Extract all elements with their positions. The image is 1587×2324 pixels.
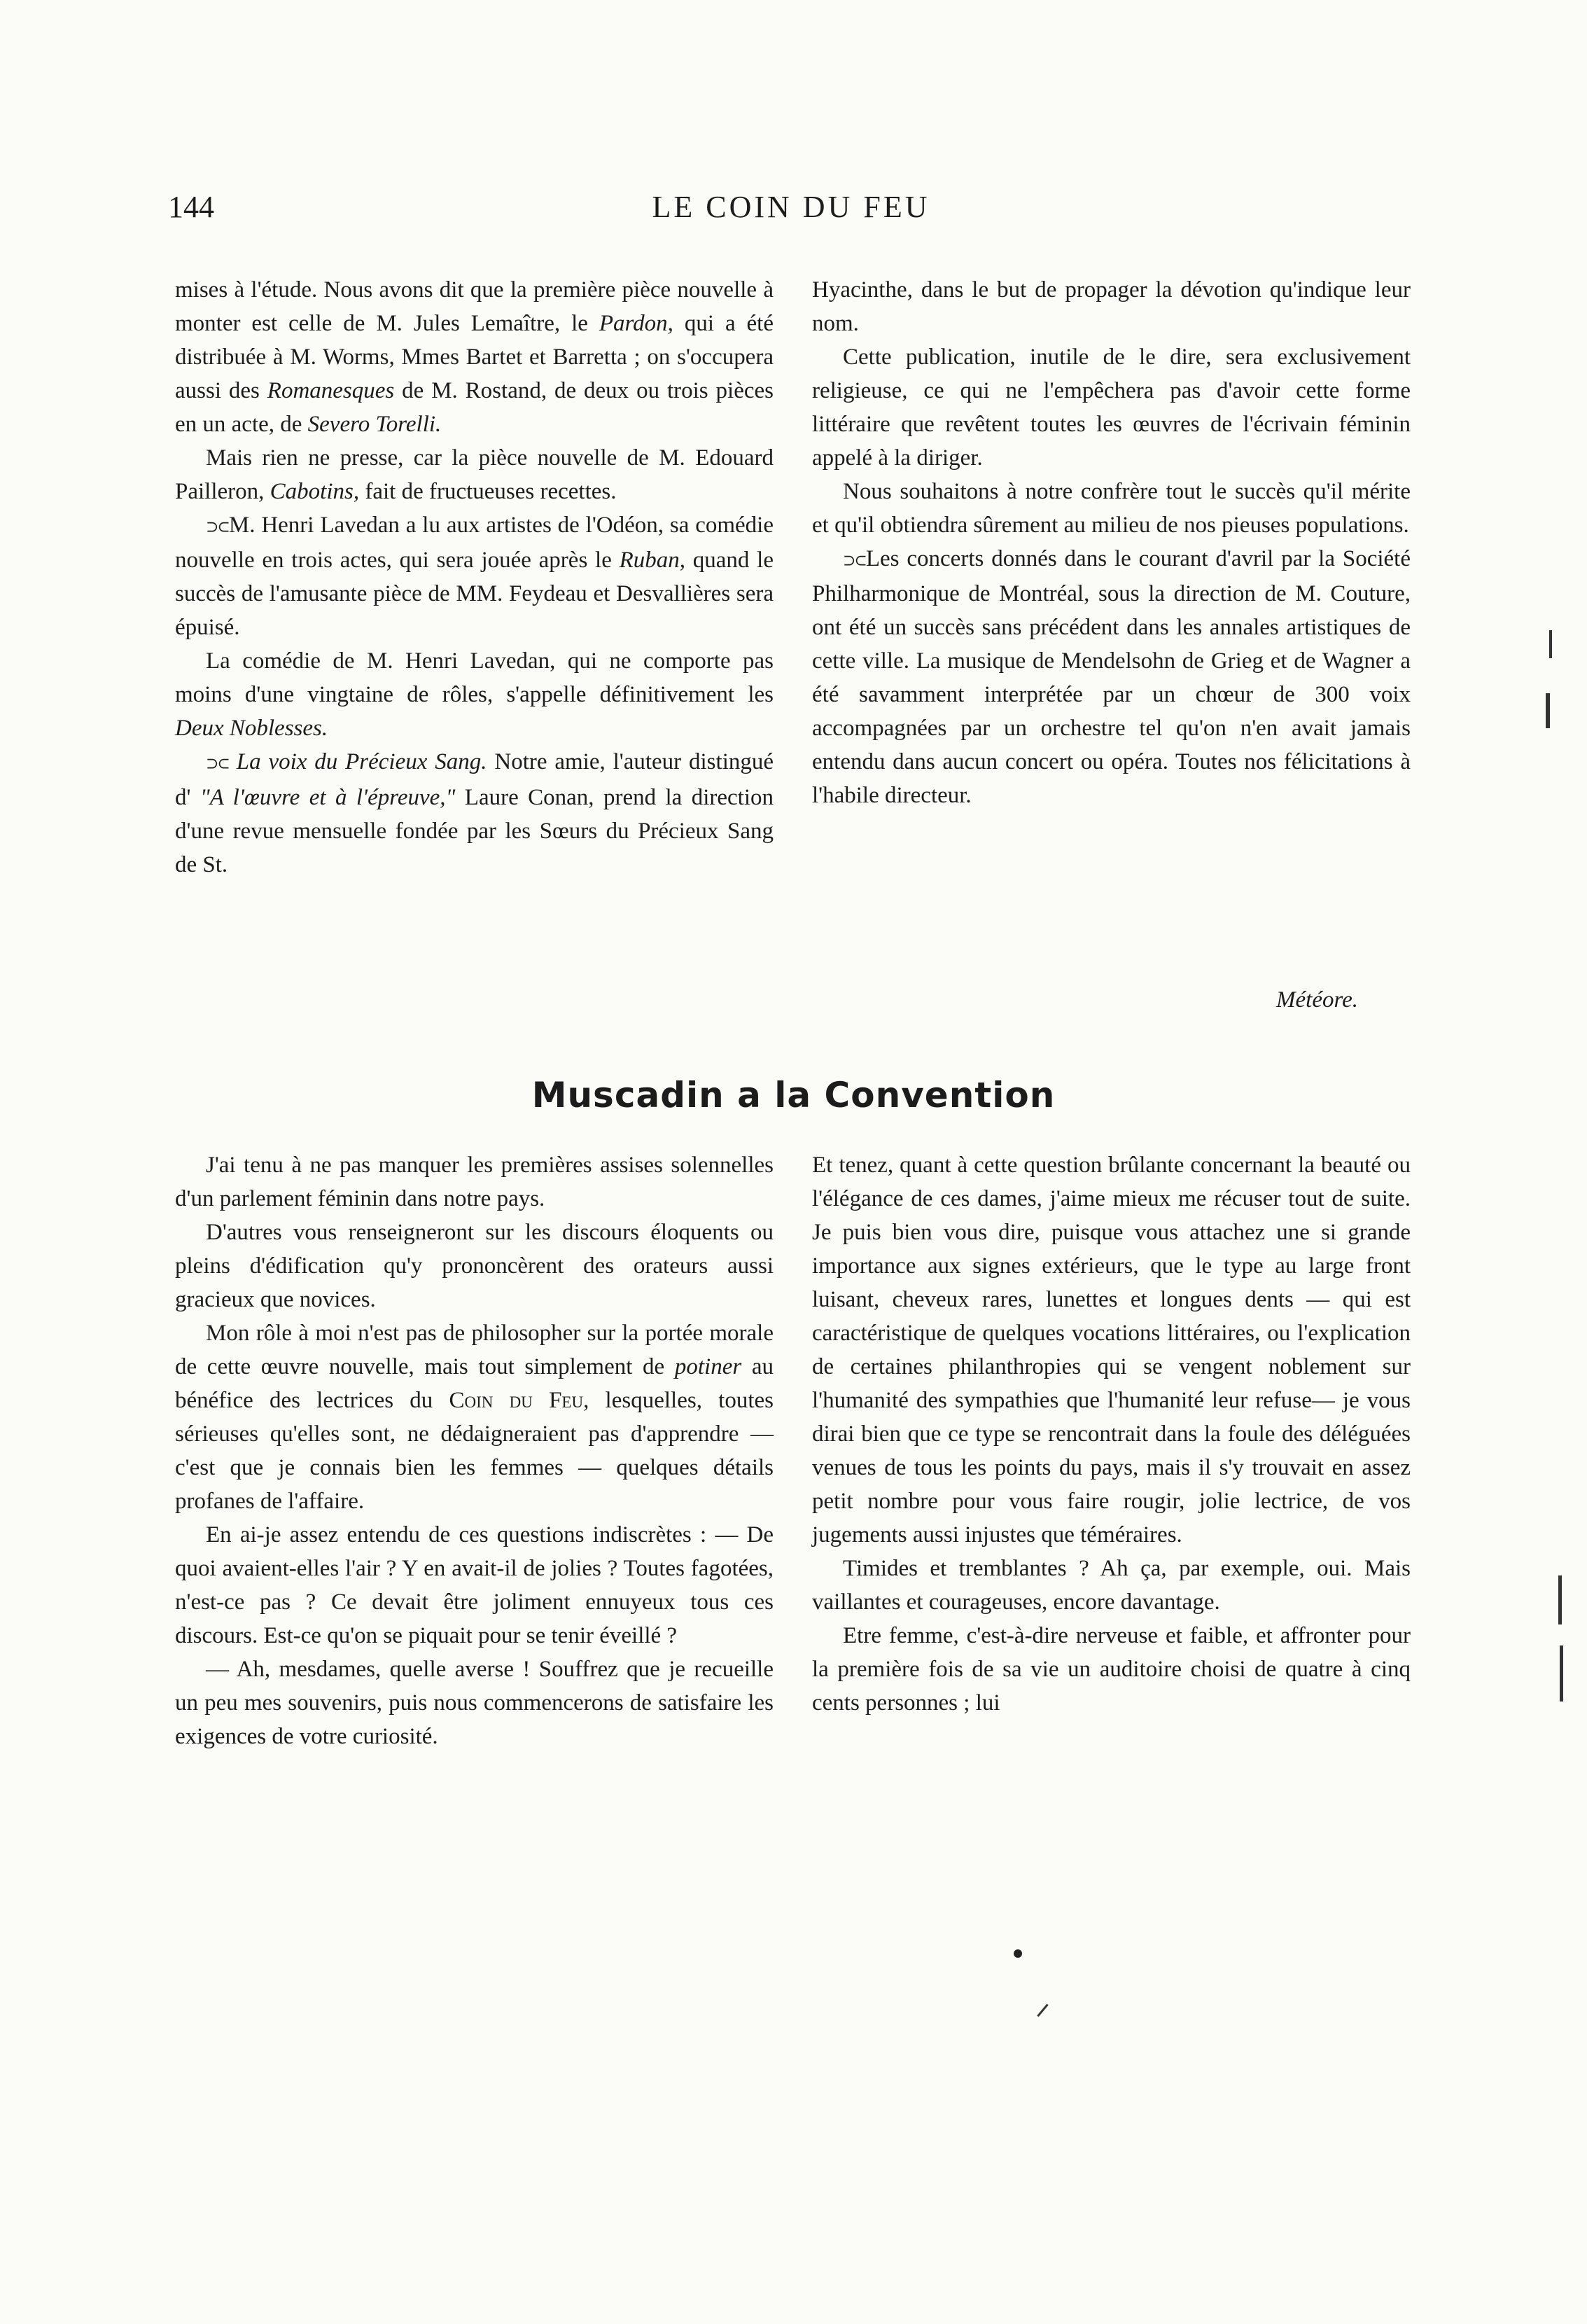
margin-mark [1549,630,1552,658]
signature: Météore. [1276,987,1358,1013]
ink-mark [1037,2004,1048,2017]
paragraph: Timides et tremblantes ? Ah ça, par exemple, oui. Mais vaillantes et courageuses, encore davantage. [812,1556,1411,1615]
paragraph: ⊃⊂Les concerts donnés dans le courant d'avril par la Société Philharmonique de Montréal, sous la direction de M. Couture, ont été un succès sans précédent dans les annales artistiques de cette ville. La musique de Mendelsohn de Grieg et de Wagner a été savamment interprétée par un chœur de 300 voix accompagnées par un orchestre tel qu'on n'en avait jamais entendu dans aucun concert ou opéra. Toutes nos félicitations à l'habile directeur. [812,546,1411,809]
paragraph: Mais rien ne presse, car la pièce nouvelle de M. Edouard Pailleron, Cabotins, fait de fructueuses recettes. [175,445,774,504]
column-bottom-left [175,1148,774,1753]
running-title: LE COIN DU FEU [652,190,930,224]
paragraph: D'autres vous renseigneront sur les discours éloquents ou pleins d'édification qu'y prononcèrent des orateurs aussi gracieux que novices. [175,1220,774,1312]
paragraph: Etre femme, c'est-à-dire nerveuse et faible, et affronter pour la première fois de sa vie un auditoire choisi de quatre à cinq cents personnes ; lui [812,1623,1411,1716]
paragraph: mises à l'étude. Nous avons dit que la première pièce nouvelle à monter est celle de M. Jules Lemaître, le Pardon, qui a été distribuée à M. Worms, Mmes Bartet et Barretta ; on s'occupera aussi des Romanesques de M. Rostand, de deux ou trois pièces en un acte, de Severo Torelli. [175,277,774,437]
paragraph: ⊃⊂ La voix du Précieux Sang. Notre amie, l'auteur distingué d' "A l'œuvre et à l'épreuve," Laure Conan, prend la direction d'une revue mensuelle fondée par les Sœurs du Précieux Sang de St. [175,749,774,877]
section-ornament: ⊃⊂ [843,551,866,569]
paragraph: Cette publication, inutile de le dire, sera exclusivement religieuse, ce qui ne l'empêchera pas d'avoir cette forme littéraire que revêtent toutes les œuvres de l'écrivain féminin appelé à la diriger. [812,345,1411,471]
margin-mark [1546,693,1550,728]
section-ornament: ⊃⊂ [206,517,229,536]
article-title: Muscadin a la Convention [531,1075,1056,1115]
margin-mark [1558,1575,1562,1624]
paragraph: En ai-je assez entendu de ces questions indiscrètes : — De quoi avaient-elles l'air ? Y en avait-il de jolies ? Toutes fagotées, n'est-ce pas ? Ce devait être joliment ennuyeux tous ces discours. Est-ce qu'on se piquait pour se tenir éveillé ? [175,1522,774,1648]
paragraph: Et tenez, quant à cette question brûlante concernant la beauté ou l'élégance de ces dames, j'aime mieux me récuser tout de suite. Je puis bien vous dire, puisque vous attachez une si grande importance aux signes extérieurs, que le type au large front luisant, cheveux rares, lunettes et longues dents — qui est caractéristique de quelques vocations littéraires, ou l'explication de certaines philanthropies qui se vengent noblement sur l'humanité des sympathies que l'humanité leur refuse— je vous dirai bien que ce type se rencontrait dans la foule des déléguées venues de tous les points du pays, mais il s'y trouvait en assez petit nombre pour vous faire rougir, jolie lectrice, de vos jugements aussi injustes que téméraires. [812,1153,1411,1547]
paragraph: Hyacinthe, dans le but de propager la dévotion qu'indique leur nom. [812,277,1411,336]
ink-dot [1014,1949,1022,1958]
paragraph: Mon rôle à moi n'est pas de philosopher sur la portée morale de cette œuvre nouvelle, mais tout simplement de potiner au bénéfice des lectrices du Coin du Feu, lesquelles, toutes sérieuses qu'elles sont, ne dédaigneraient pas d'apprendre — c'est que je connais bien les femmes — quelques détails profanes de l'affaire. [175,1321,774,1514]
column-bottom-right [812,1148,1411,1720]
page-header [168,189,1414,231]
paragraph: J'ai tenu à ne pas manquer les premières assises solennelles d'un parlement féminin dans notre pays. [175,1153,774,1211]
paragraph: ⊃⊂M. Henri Lavedan a lu aux artistes de l'Odéon, sa comédie nouvelle en trois actes, qui sera jouée après le Ruban, quand le succès de l'amusante pièce de MM. Feydeau et Desvallières sera épuisé. [175,513,774,641]
page-number: 144 [168,190,214,224]
paragraph: Nous souhaitons à notre confrère tout le succès qu'il mérite et qu'il obtiendra sûrement au milieu de nos pieuses populations. [812,479,1411,538]
margin-mark [1560,1645,1563,1702]
paragraph: — Ah, mesdames, quelle averse ! Souffrez que je recueille un peu mes souvenirs, puis nous commencerons de satisfaire les exigences de votre curiosité. [175,1657,774,1749]
column-top-left [175,273,774,882]
column-top-right [812,273,1411,812]
section-ornament: ⊃⊂ [206,754,229,772]
paragraph: La comédie de M. Henri Lavedan, qui ne comporte pas moins d'une vingtaine de rôles, s'appelle définitivement les Deux Noblesses. [175,648,774,742]
